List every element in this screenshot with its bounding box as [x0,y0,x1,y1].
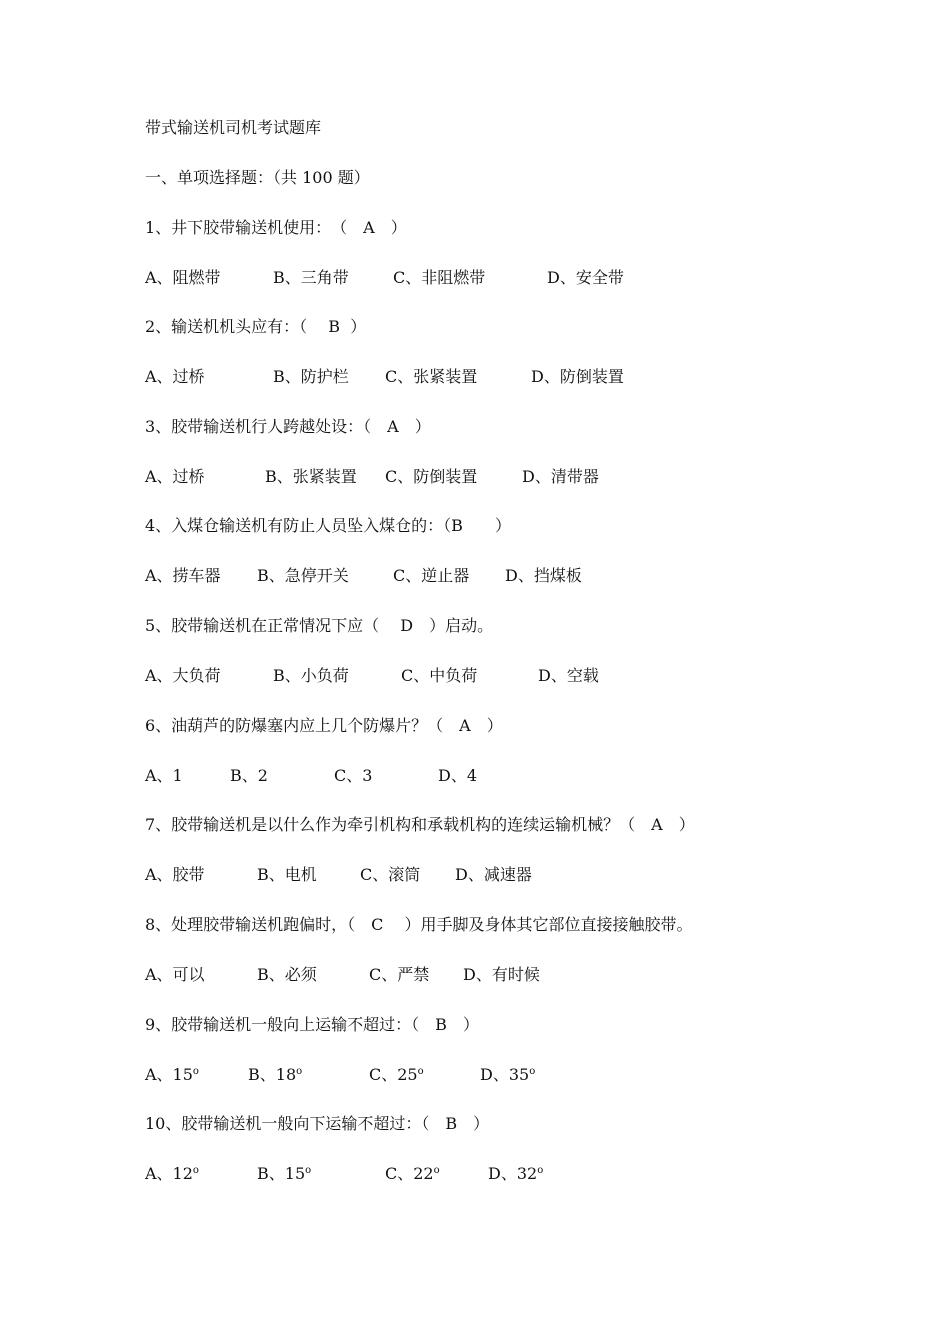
option-a-label: A、15 [145,1065,193,1084]
degree-mark: o [305,1165,312,1176]
degree-mark: o [537,1165,544,1176]
option-d: D、空载 [538,666,599,685]
option-d: D、清带器 [522,467,599,486]
document-title: 带式输送机司机考试题库 [145,118,322,137]
option-c: C、非阻燃带 [393,268,486,287]
option-b-label: B、15 [257,1164,306,1183]
degree-mark: o [433,1165,440,1176]
option-b: B、防护栏 [273,367,349,386]
degree-mark: o [192,1165,199,1176]
option-a: A、可以 [145,965,205,984]
option-a: A、1 [145,766,183,785]
question-stem: 6、油葫芦的防爆塞内应上几个防爆片？（ A ） [145,716,503,735]
option-d: D、减速器 [455,865,532,884]
question-stem: 9、胶带输送机一般向上运输不超过：（ B ） [145,1015,479,1034]
option-b [257,1164,311,1184]
option-c: C、张紧装置 [385,367,478,386]
option-c: C、逆止器 [393,566,470,585]
option-a [145,1065,199,1085]
question-stem: 5、胶带输送机在正常情况下应（ D ）启动。 [145,616,494,635]
question-stem: 1、井下胶带输送机使用： （ A ） [145,218,407,237]
option-d: D、挡煤板 [505,566,582,585]
option-c: C、严禁 [369,965,430,984]
question-stem: 7、胶带输送机是以什么作为牵引机构和承载机构的连续运输机械？（ A ） [145,815,695,834]
option-b: B、小负荷 [273,666,349,685]
option-b [248,1065,302,1085]
option-b: B、必须 [257,965,317,984]
option-c: C、3 [334,766,373,785]
option-c: C、中负荷 [401,666,478,685]
option-d: D、4 [438,766,478,785]
question-stem: 8、处理胶带输送机跑偏时，（ C ）用手脚及身体其它部位直接接触胶带。 [145,915,693,934]
question-stem: 4、入煤仓输送机有防止人员坠入煤仓的：（B ） [145,516,511,535]
question-stem: 3、胶带输送机行人跨越处设：（ A ） [145,417,431,436]
option-c [385,1164,440,1184]
option-b: B、三角带 [273,268,349,287]
option-c-label: C、22 [385,1164,434,1183]
option-d: D、防倒装置 [531,367,624,386]
option-a: A、胶带 [145,865,205,884]
option-d: D、安全带 [547,268,624,287]
option-d: D、有时候 [463,965,540,984]
section-heading: 一、单项选择题：（共 100 题） [145,168,370,187]
degree-mark: o [417,1066,424,1077]
option-a-label: A、12 [145,1164,193,1183]
option-a [145,1164,199,1184]
option-d-label: D、35 [480,1065,530,1084]
option-c: C、滚筒 [360,865,421,884]
question-stem: 10、胶带输送机一般向下运输不超过：（ B ） [145,1114,490,1133]
option-c: C、防倒装置 [385,467,478,486]
degree-mark: o [529,1066,536,1077]
option-d [488,1164,543,1184]
option-b: B、张紧装置 [265,467,357,486]
option-d-label: D、32 [488,1164,538,1183]
option-b-label: B、18 [248,1065,297,1084]
option-b: B、急停开关 [257,566,349,585]
option-a: A、过桥 [145,467,205,486]
option-c [369,1065,424,1085]
degree-mark: o [192,1066,199,1077]
question-stem: 2、输送机机头应有：（ B ） [145,317,367,336]
degree-mark: o [296,1066,303,1077]
option-c-label: C、25 [369,1065,418,1084]
option-a: A、过桥 [145,367,205,386]
option-d [480,1065,535,1085]
option-b: B、2 [230,766,268,785]
option-a: A、大负荷 [145,666,221,685]
option-a: A、阻燃带 [145,268,221,287]
option-b: B、电机 [257,865,317,884]
option-a: A、捞车器 [145,566,221,585]
